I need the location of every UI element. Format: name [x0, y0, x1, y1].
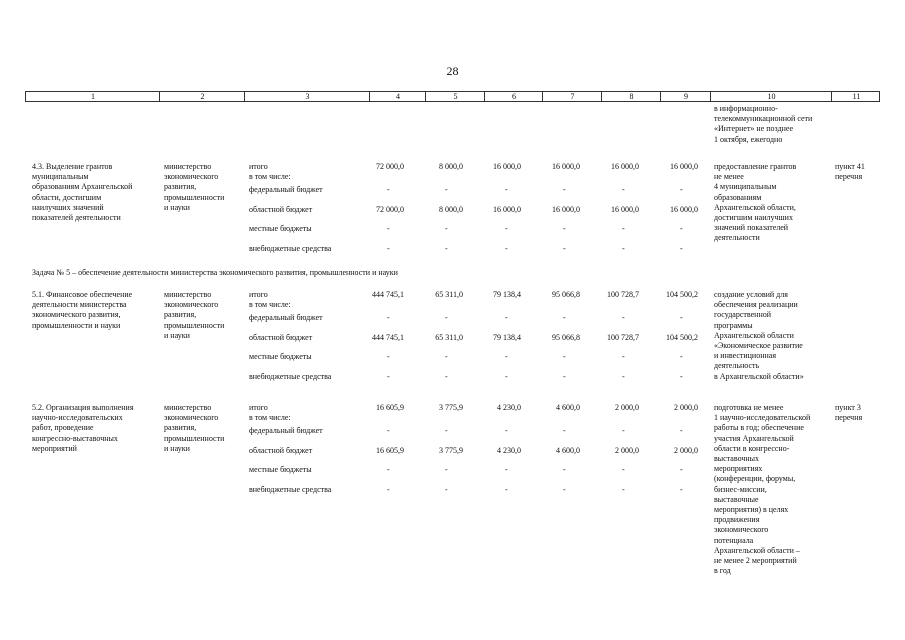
executor-line: промышленности [164, 433, 225, 443]
amount-regional: 16 000,0 [493, 204, 521, 214]
executor-line: развития, [164, 310, 197, 320]
empty-value-dash: - [387, 465, 390, 475]
amount-total: 72 000,0 [376, 162, 404, 171]
empty-value-dash: - [563, 426, 566, 436]
result-line: Архангельской области, [714, 202, 796, 212]
empty-value-dash: - [680, 352, 683, 362]
result-line: образованиям [714, 192, 762, 202]
executor-line: развития, [164, 423, 197, 433]
empty-value-dash: - [680, 185, 683, 195]
amount-regional: 2 000,0 [615, 445, 639, 455]
column-header-10: 10 [767, 92, 776, 101]
empty-value-dash: - [680, 371, 683, 381]
empty-value-dash: - [563, 224, 566, 234]
result-line: создание условий для [714, 290, 788, 299]
reference-line: пункт 41 [835, 162, 865, 171]
empty-value-dash: - [387, 224, 390, 234]
column-header-11: 11 [852, 92, 861, 101]
empty-value-dash: - [445, 465, 448, 475]
amount-total: 8 000,0 [439, 162, 463, 171]
executor-line: промышленности [164, 192, 225, 202]
amount-total: 3 775,9 [439, 403, 463, 412]
funding-label-regional: областной бюджет [249, 332, 313, 342]
amount-regional: 16 605,9 [376, 445, 404, 455]
amount-total: 79 138,4 [493, 290, 521, 299]
empty-value-dash: - [563, 243, 566, 253]
measure-name-line: экономического развития, [32, 310, 121, 320]
column-header-7: 7 [570, 92, 575, 101]
amount-regional: 100 728,7 [607, 332, 639, 342]
executor-line: экономического [164, 413, 219, 423]
funding-label-incl: в том числе: [249, 172, 291, 182]
funding-label-regional: областной бюджет [249, 445, 313, 455]
result-line: обеспечения реализации [714, 300, 798, 310]
column-divider [369, 92, 370, 101]
amount-regional: 79 138,4 [493, 332, 521, 342]
column-divider [710, 92, 711, 101]
empty-value-dash: - [563, 371, 566, 381]
amount-total: 444 745,1 [372, 290, 404, 299]
executor-line: экономического [164, 300, 219, 310]
result-line: государственной [714, 310, 772, 320]
empty-value-dash: - [680, 243, 683, 253]
result-line: выставочных [714, 454, 760, 463]
funding-label-local: местные бюджеты [249, 352, 312, 362]
executor-line: министерство [164, 403, 212, 412]
empty-value-dash: - [505, 371, 508, 381]
measure-name-line: 4.3. Выделение грантов [32, 162, 113, 171]
funding-label-total: итого [249, 290, 268, 299]
empty-value-dash: - [505, 484, 508, 494]
measure-name-line: показателей деятельности [32, 213, 121, 222]
empty-value-dash: - [445, 313, 448, 323]
measure-name-line: области, достигшим [32, 192, 102, 202]
amount-total: 2 000,0 [615, 403, 639, 412]
reference-line: пункт 3 [835, 403, 861, 412]
measure-name-line: образованиям Архангельской [32, 182, 133, 192]
empty-value-dash: - [387, 313, 390, 323]
empty-value-dash: - [622, 243, 625, 253]
column-divider [484, 92, 485, 101]
amount-regional: 3 775,9 [439, 445, 463, 455]
amount-total: 16 000,0 [493, 162, 521, 171]
executor-line: промышленности [164, 320, 225, 330]
result-line: в Архангельской области» [714, 371, 804, 381]
empty-value-dash: - [622, 352, 625, 362]
amount-total: 95 066,8 [552, 290, 580, 299]
empty-value-dash: - [622, 426, 625, 436]
result-line: мероприятиях [714, 464, 763, 474]
measure-name-line: муниципальным [32, 172, 89, 182]
empty-value-dash: - [445, 224, 448, 234]
empty-value-dash: - [505, 465, 508, 475]
page-number: 28 [446, 64, 459, 78]
empty-value-dash: - [387, 352, 390, 362]
result-line: 1 научно-исследовательской [714, 413, 811, 423]
result-line: предоставление грантов [714, 162, 797, 171]
column-header-4: 4 [396, 92, 400, 101]
result-line: (конференции, форумы, [714, 474, 796, 484]
executor-line: развития, [164, 182, 197, 192]
empty-value-dash: - [445, 352, 448, 362]
column-header-5: 5 [453, 92, 458, 101]
carry-over-result-line: 1 октября, ежегодно [714, 134, 783, 144]
result-line: выставочные [714, 494, 759, 504]
result-line: достигшим наилучших [714, 213, 793, 222]
amount-regional: 8 000,0 [439, 204, 463, 214]
result-line: Архангельской области [714, 330, 794, 340]
funding-label-federal: федеральный бюджет [249, 313, 323, 323]
amount-regional: 95 066,8 [552, 332, 580, 342]
amount-total: 16 605,9 [376, 403, 404, 412]
empty-value-dash: - [387, 243, 390, 253]
amount-regional: 104 500,2 [666, 332, 698, 342]
funding-label-federal: федеральный бюджет [249, 426, 323, 436]
funding-label-total: итого [249, 403, 268, 412]
carry-over-result-line: телекоммуникационной сети [714, 114, 813, 124]
empty-value-dash: - [622, 313, 625, 323]
column-header-3: 3 [305, 92, 310, 101]
amount-regional: 4 600,0 [556, 445, 580, 455]
empty-value-dash: - [387, 426, 390, 436]
column-divider [831, 92, 832, 101]
amount-regional: 16 000,0 [670, 204, 698, 214]
empty-value-dash: - [387, 484, 390, 494]
result-line: деятельности [714, 233, 760, 243]
result-line: продвижения [714, 515, 760, 525]
empty-value-dash: - [563, 484, 566, 494]
result-line: работы в год; обеспечение [714, 423, 804, 433]
result-line: не менее 2 мероприятий [714, 556, 797, 565]
empty-value-dash: - [387, 371, 390, 381]
amount-total: 16 000,0 [552, 162, 580, 171]
empty-value-dash: - [387, 185, 390, 195]
empty-value-dash: - [680, 313, 683, 323]
empty-value-dash: - [680, 484, 683, 494]
amount-total: 2 000,0 [674, 403, 698, 412]
carry-over-result-line: «Интернет» не позднее [714, 124, 794, 134]
column-header-6: 6 [512, 92, 516, 101]
column-header-1: 1 [91, 92, 95, 101]
empty-value-dash: - [680, 224, 683, 234]
amount-regional: 65 311,0 [435, 332, 463, 342]
amount-total: 16 000,0 [611, 162, 639, 171]
result-line: мероприятия) в целях [714, 505, 789, 514]
result-line: «Экономическое развитие [714, 341, 803, 350]
amount-regional: 444 745,1 [372, 332, 404, 342]
empty-value-dash: - [505, 224, 508, 234]
result-line: экономического [714, 525, 769, 535]
column-divider [660, 92, 661, 101]
empty-value-dash: - [680, 426, 683, 436]
column-divider [601, 92, 602, 101]
result-line: значений показателей [714, 223, 789, 233]
funding-label-incl: в том числе: [249, 300, 291, 310]
executor-line: министерство [164, 162, 212, 171]
amount-total: 4 600,0 [556, 403, 580, 412]
empty-value-dash: - [505, 313, 508, 323]
task-heading: Задача № 5 – обеспечение деятельности министерства экономического развития, промышленности и науки [32, 268, 398, 277]
funding-label-local: местные бюджеты [249, 224, 312, 234]
empty-value-dash: - [445, 484, 448, 494]
amount-total: 100 728,7 [607, 290, 639, 299]
measure-name-line: мероприятий [32, 443, 77, 453]
executor-line: экономического [164, 172, 219, 182]
result-line: не менее [714, 172, 744, 182]
result-line: области в конгрессно- [714, 443, 790, 453]
funding-label-total: итого [249, 162, 268, 171]
result-line: участия Архангельской [714, 433, 794, 443]
executor-line: министерство [164, 290, 212, 299]
measure-name-line: конгрессно-выставочных [32, 433, 118, 443]
column-divider [244, 92, 245, 101]
executor-line: и науки [164, 443, 190, 453]
funding-label-extra: внебюджетные средства [249, 371, 332, 381]
result-line: и инвестиционная [714, 351, 777, 361]
measure-name-line: деятельности министерства [32, 300, 127, 310]
measure-name-line: наилучших значений [32, 202, 104, 212]
reference-line: перечня [835, 413, 863, 423]
empty-value-dash: - [505, 185, 508, 195]
column-header-9: 9 [684, 92, 688, 101]
empty-value-dash: - [622, 484, 625, 494]
empty-value-dash: - [563, 185, 566, 195]
result-line: подготовка не менее [714, 403, 784, 412]
amount-regional: 72 000,0 [376, 204, 404, 214]
amount-regional: 16 000,0 [611, 204, 639, 214]
amount-total: 4 230,0 [497, 403, 521, 412]
result-line: Архангельской области – [714, 545, 800, 555]
empty-value-dash: - [680, 465, 683, 475]
column-header-8: 8 [629, 92, 634, 101]
empty-value-dash: - [505, 243, 508, 253]
column-header-2: 2 [200, 92, 205, 101]
empty-value-dash: - [622, 371, 625, 381]
funding-label-federal: федеральный бюджет [249, 185, 323, 195]
empty-value-dash: - [445, 371, 448, 381]
column-divider [425, 92, 426, 101]
amount-total: 104 500,2 [666, 290, 698, 299]
measure-name-line: 5.2. Организация выполнения [32, 403, 134, 412]
empty-value-dash: - [505, 352, 508, 362]
empty-value-dash: - [563, 352, 566, 362]
result-line: в год [714, 566, 731, 576]
amount-regional: 16 000,0 [552, 204, 580, 214]
empty-value-dash: - [445, 243, 448, 253]
executor-line: и науки [164, 330, 190, 340]
result-line: бизнес-миссии, [714, 484, 767, 494]
empty-value-dash: - [622, 224, 625, 234]
executor-line: и науки [164, 202, 190, 212]
carry-over-result-line: в информационно- [714, 104, 778, 113]
funding-label-local: местные бюджеты [249, 465, 312, 475]
funding-label-extra: внебюджетные средства [249, 484, 332, 494]
empty-value-dash: - [445, 426, 448, 436]
amount-regional: 2 000,0 [674, 445, 698, 455]
funding-label-regional: областной бюджет [249, 204, 313, 214]
result-line: 4 муниципальным [714, 182, 777, 192]
amount-regional: 4 230,0 [497, 445, 521, 455]
column-divider [159, 92, 160, 101]
measure-name-line: промышленности и науки [32, 320, 121, 330]
column-divider [542, 92, 543, 101]
measure-name-line: работ, проведение [32, 423, 94, 433]
funding-label-extra: внебюджетные средства [249, 243, 332, 253]
result-line: потенциала [714, 535, 754, 545]
empty-value-dash: - [563, 313, 566, 323]
empty-value-dash: - [505, 426, 508, 436]
measure-name-line: научно-исследовательских [32, 413, 123, 423]
reference-line: перечня [835, 172, 863, 182]
amount-total: 16 000,0 [670, 162, 698, 171]
empty-value-dash: - [622, 465, 625, 475]
column-header-row [25, 91, 880, 102]
empty-value-dash: - [445, 185, 448, 195]
result-line: программы [714, 320, 753, 330]
measure-name-line: 5.1. Финансовое обеспечение [32, 290, 133, 299]
empty-value-dash: - [563, 465, 566, 475]
amount-total: 65 311,0 [435, 290, 463, 299]
funding-label-incl: в том числе: [249, 413, 291, 423]
empty-value-dash: - [622, 185, 625, 195]
result-line: деятельность [714, 361, 760, 371]
